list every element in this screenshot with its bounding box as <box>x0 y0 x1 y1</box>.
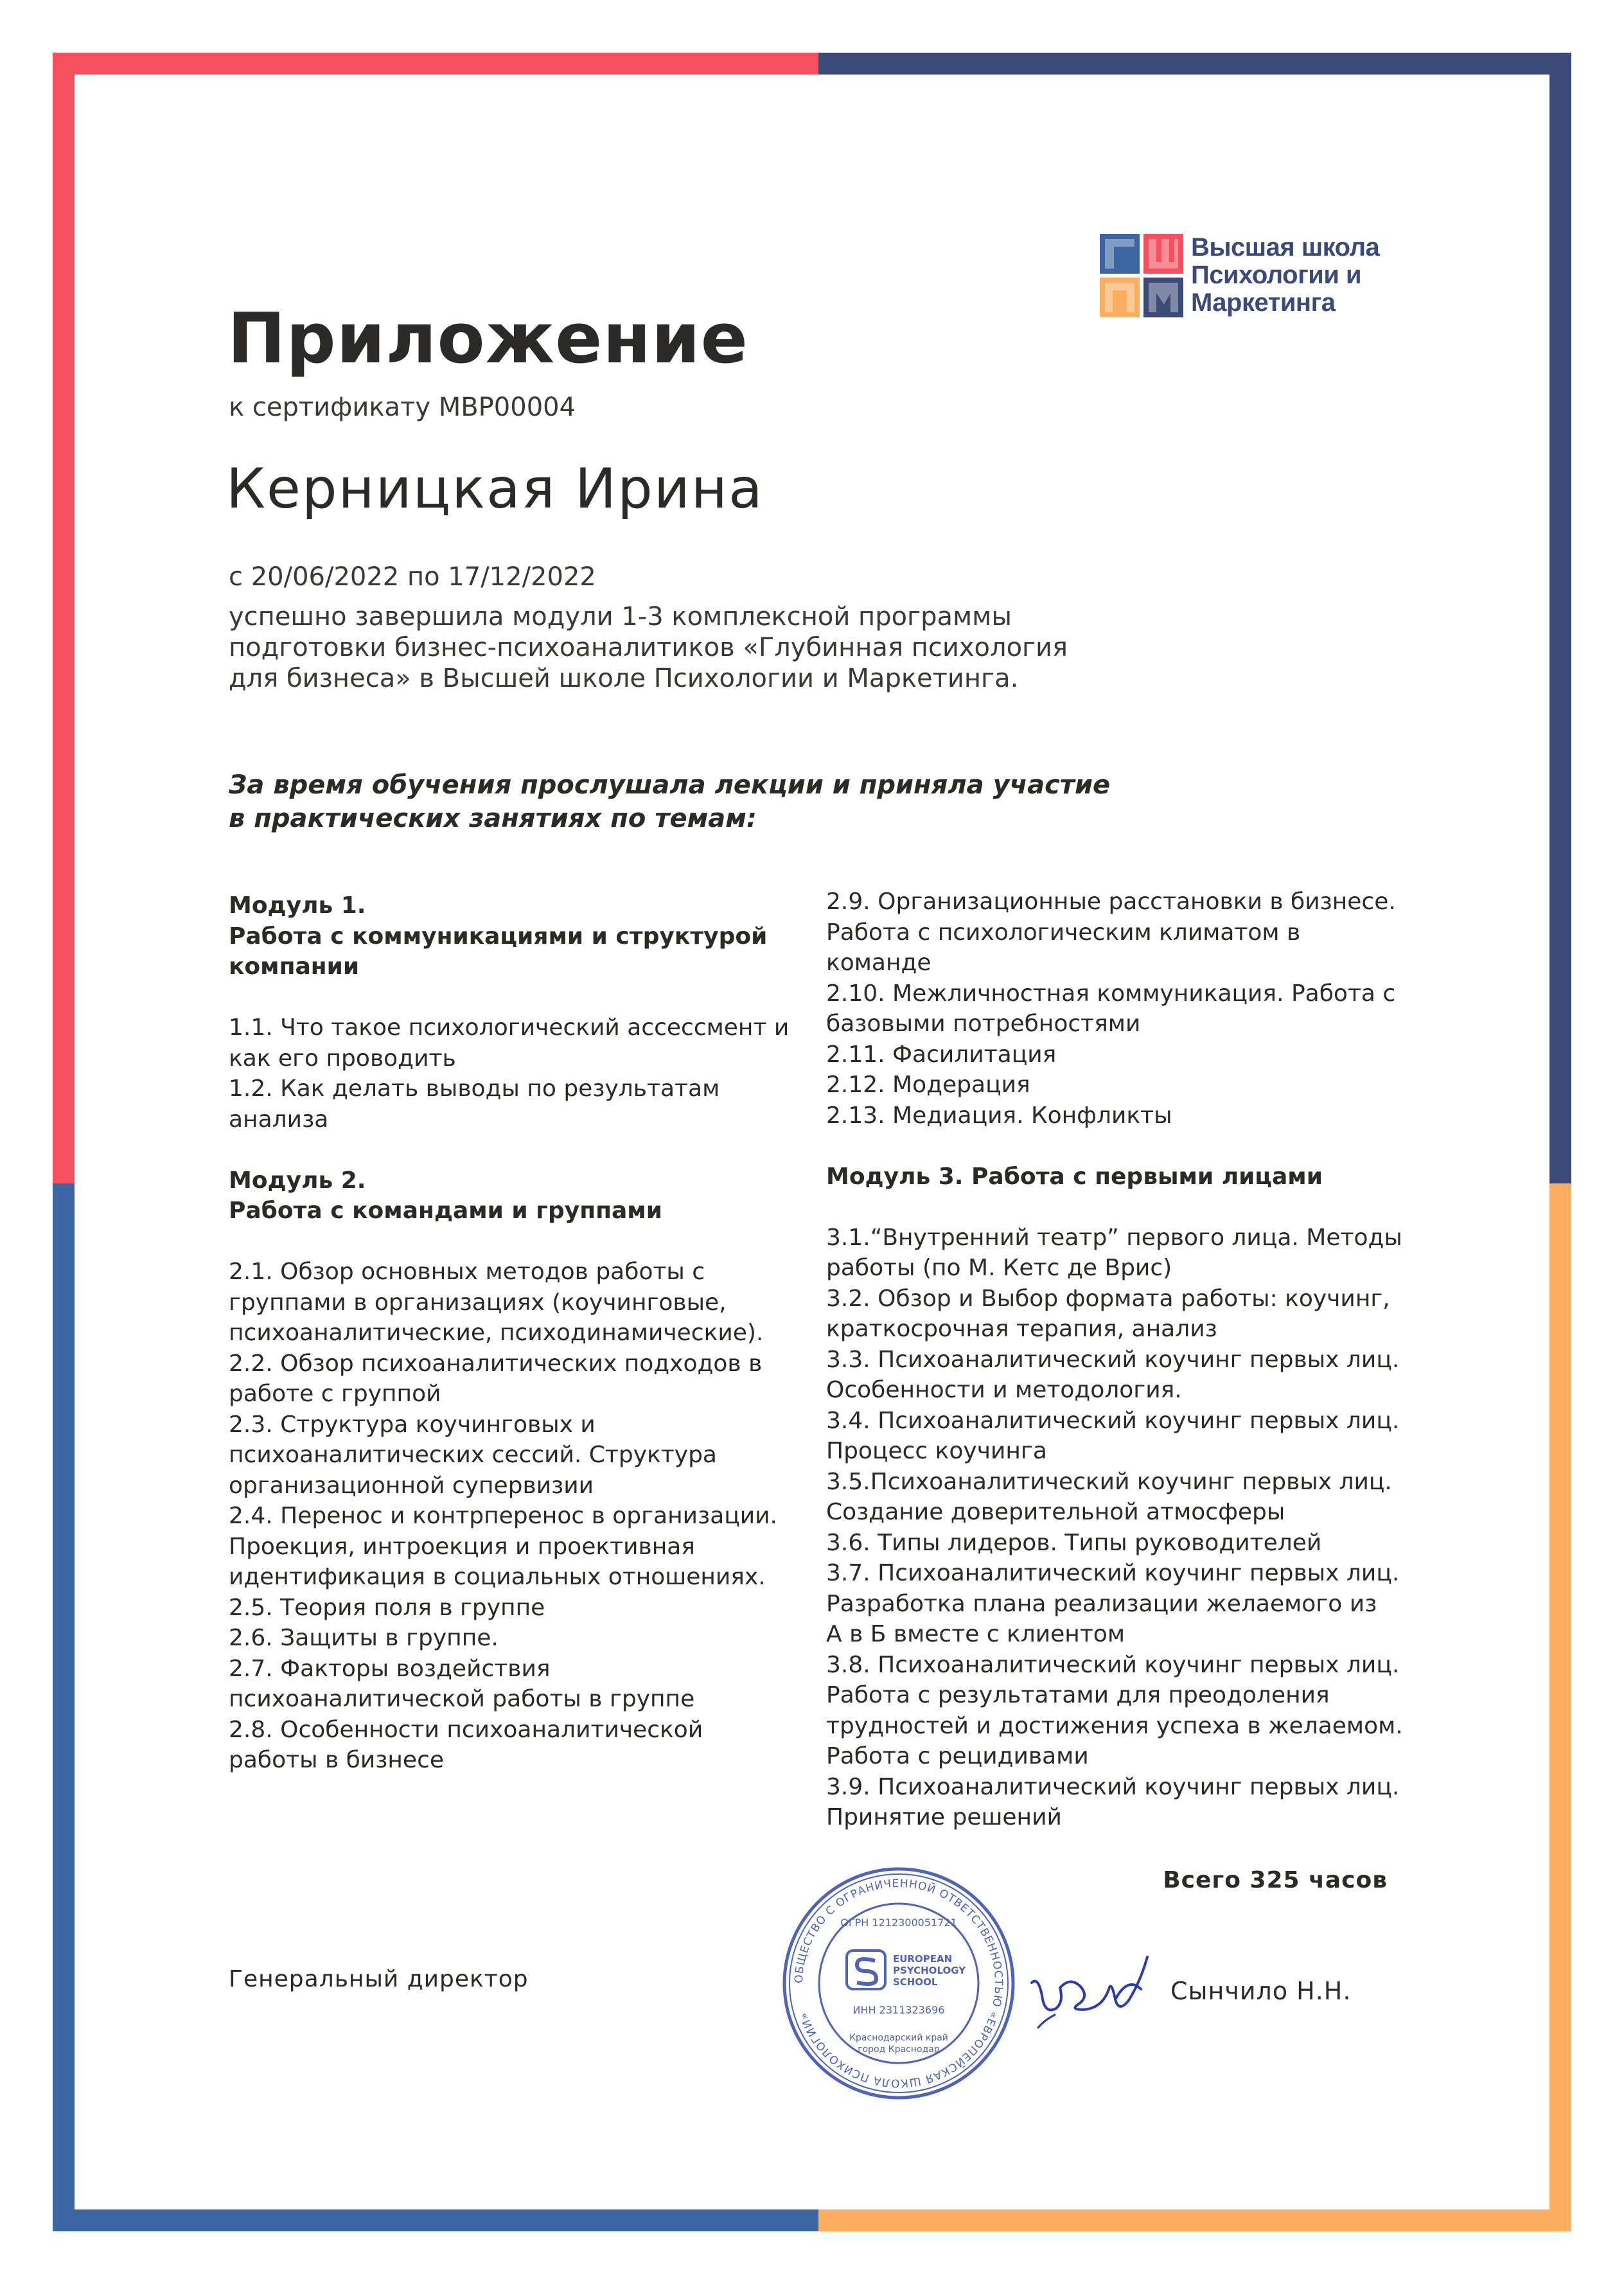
topic-line: Проекция, интроекция и проективная <box>229 1533 695 1560</box>
logo-line: Маркетинга <box>1191 288 1336 317</box>
topic-line: 3.4. Психоаналитический коучинг первых лиц. <box>826 1407 1400 1434</box>
topic-line: Разработка плана реализации желаемого из <box>826 1590 1377 1617</box>
topic-line: работы (по М. Кетс де Врис) <box>826 1255 1172 1281</box>
topic-line: 3.3. Психоаналитический коучинг первых лиц. <box>826 1346 1400 1373</box>
topic-line: организационной супервизии <box>229 1472 594 1499</box>
frame-bottom-left <box>53 2209 818 2231</box>
module-heading-line: компании <box>229 953 360 980</box>
director-label: Генеральный директор <box>229 1966 529 1992</box>
topic-line: 2.12. Модерация <box>826 1072 1030 1098</box>
lead-line: За время обучения прослушала лекции и приняла участие <box>229 770 1111 800</box>
description-line: подготовки бизнес-психоаналитиков «Глубинная психология <box>229 633 1068 662</box>
topic-line: психоаналитической работы в группе <box>229 1686 695 1712</box>
topic-line: 3.8. Психоаналитический коучинг первых лиц. <box>826 1651 1400 1678</box>
director-signature <box>1019 1938 1160 2041</box>
topics-left-column <box>229 890 807 1776</box>
signer-name: Сынчило Н.Н. <box>1170 1977 1352 2005</box>
study-period: с 20/06/2022 по 17/12/2022 <box>229 562 596 592</box>
topic-line: А в Б вместе с клиентом <box>826 1621 1125 1647</box>
frame-top-right <box>818 53 1571 75</box>
logo-line: Высшая школа <box>1191 233 1380 261</box>
topic-line: как его проводить <box>229 1045 456 1072</box>
stamp-school-line: PSYCHOLOGY <box>893 1965 966 1976</box>
topic-line: Процесс коучинга <box>826 1438 1047 1464</box>
module-heading-line: Работа с коммуникациями и структурой <box>229 923 768 950</box>
topic-line: Создание доверительной атмосферы <box>826 1499 1285 1525</box>
topic-line: 1.2. Как делать выводы по результатам <box>229 1076 720 1102</box>
frame-left-bottom <box>53 1183 75 2231</box>
topic-line: 3.9. Психоаналитический коучинг первых лиц. <box>826 1773 1400 1800</box>
topic-line: Особенности и методология. <box>826 1377 1182 1403</box>
topics-right-column <box>826 887 1424 1833</box>
topic-line: 2.13. Медиация. Конфликты <box>826 1102 1172 1129</box>
topic-line: 2.8. Особенности психоаналитической <box>229 1716 703 1743</box>
topic-line: 3.5.Психоаналитический коучинг первых лиц. <box>826 1468 1392 1495</box>
topic-line: базовыми потребностями <box>826 1011 1141 1037</box>
spacer <box>826 1131 1424 1162</box>
topic-line: трудностей и достижения успеха в желаемом. <box>826 1712 1403 1739</box>
topic-line: 3.6. Типы лидеров. Типы руководителей <box>826 1529 1322 1556</box>
topic-line: 2.10. Межличностная коммуникация. Работа с <box>826 980 1396 1007</box>
frame-right-bottom <box>1549 1183 1571 2231</box>
stamp-region: Краснодарский край <box>849 2033 948 2043</box>
topic-line: Работа с психологическим климатом в <box>826 919 1301 946</box>
spacer <box>229 1135 807 1165</box>
recipient-name: Керницкая Ирина <box>226 457 764 521</box>
topic-line: команде <box>826 950 931 976</box>
school-logo-icon <box>1100 234 1183 317</box>
topic-line: психоаналитические, психодинамические). <box>229 1320 764 1346</box>
spacer <box>826 1192 1424 1223</box>
topic-line: 1.1. Что такое психологический ассессмент и <box>229 1014 790 1041</box>
certificate-reference: к сертификату МВР00004 <box>229 393 576 422</box>
topic-line: 2.6. Защиты в группе. <box>229 1625 499 1651</box>
topic-line: 2.2. Обзор психоаналитических подходов в <box>229 1350 763 1377</box>
spacer <box>229 982 807 1013</box>
frame-bottom-right <box>818 2209 1571 2231</box>
frame-left-top <box>53 53 75 1183</box>
topic-line: анализа <box>229 1106 329 1133</box>
topic-line: работы в бизнесе <box>229 1747 445 1773</box>
topic-line: Принятие решений <box>826 1804 1062 1830</box>
stamp-outer-text: ОБЩЕСТВО С ОГРАНИЧЕННОЙ ОТВЕТСТВЕННОСТЬЮ «ЕВРОПЕЙСКАЯ ШКОЛА ПСИХОЛОГИИ» <box>792 1877 1005 2090</box>
topic-line: 2.5. Теория поля в группе <box>229 1594 545 1621</box>
spacer <box>229 1226 807 1257</box>
topic-line: группами в организациях (коучинговые, <box>229 1289 727 1316</box>
module-heading-line: Работа с командами и группами <box>229 1198 662 1224</box>
topic-line: 3.2. Обзор и Выбор формата работы: коучинг, <box>826 1285 1390 1312</box>
module-heading-line: Модуль 1. <box>229 892 366 919</box>
topic-line: краткосрочная терапия, анализ <box>826 1316 1217 1342</box>
module-heading-line: Модуль 2. <box>229 1167 366 1194</box>
topic-line: 2.1. Обзор основных методов работы с <box>229 1259 705 1285</box>
topic-line: 3.7. Психоаналитический коучинг первых лиц. <box>826 1560 1400 1586</box>
stamp-school-line: SCHOOL <box>893 1976 938 1988</box>
topic-line: 2.7. Факторы воздействия <box>229 1655 551 1682</box>
topic-line: 3.1.“Внутренний театр” первого лица. Методы <box>826 1224 1402 1251</box>
stamp-ogrn: ОГРН 1212300051721 <box>840 1917 957 1929</box>
topic-line: психоаналитических сессий. Структура <box>229 1442 717 1468</box>
description-line: для бизнеса» в Высшей школе Психологии и Маркетинга. <box>229 664 1019 693</box>
stamp-inn: ИНН 2311323696 <box>852 2004 945 2016</box>
school-logo <box>1100 234 1434 317</box>
topic-line: Работа с результатами для преодоления <box>826 1682 1330 1708</box>
topic-line: идентификация в социальных отношениях. <box>229 1564 766 1590</box>
page-title: Приложение <box>227 299 748 379</box>
topics-lead <box>229 768 1110 835</box>
company-stamp <box>780 1864 1018 2102</box>
logo-line: Психологии и <box>1191 261 1362 289</box>
frame-right-top <box>1549 53 1571 1183</box>
topic-line: работе с группой <box>229 1381 441 1407</box>
lead-line: в практических занятиях по темам: <box>229 804 757 833</box>
frame-top-left <box>53 53 818 75</box>
completion-description <box>229 601 1192 694</box>
topic-line: 2.9. Организационные расстановки в бизнесе. <box>826 889 1396 915</box>
topic-line: Работа с рецидивами <box>826 1743 1089 1769</box>
topic-line: 2.4. Перенос и контрперенос в организации. <box>229 1503 777 1529</box>
topic-line: 2.11. Фасилитация <box>826 1041 1057 1068</box>
description-line: успешно завершила модули 1-3 комплексной программы <box>229 602 1012 632</box>
total-hours: Всего 325 часов <box>1163 1867 1388 1893</box>
module-heading-line: Модуль 3. Работа с первыми лицами <box>826 1163 1323 1190</box>
topic-line: 2.3. Структура коучинговых и <box>229 1411 596 1438</box>
school-logo-text <box>1191 234 1435 317</box>
stamp-region: город Краснодар <box>858 2044 940 2055</box>
stamp-school-line: EUROPEAN <box>893 1953 953 1965</box>
